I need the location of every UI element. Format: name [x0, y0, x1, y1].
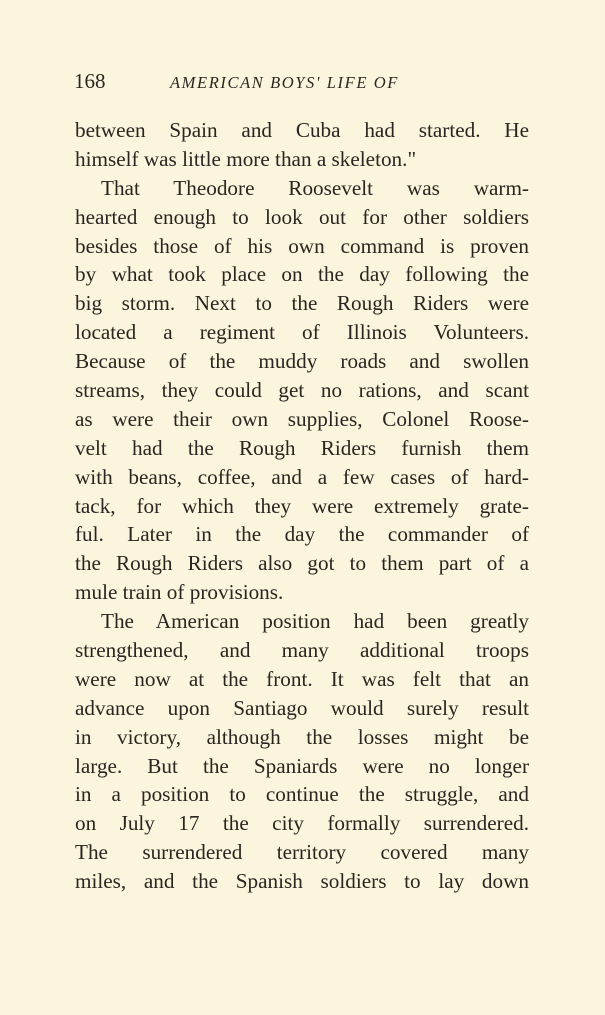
text-line: besides those of his own command is proven — [75, 233, 529, 258]
text-line: streams, they could get no rations, and scant — [75, 378, 529, 403]
text-line: The surrendered territory covered many — [75, 840, 529, 865]
text-line: by what took place on the day following the — [75, 262, 529, 287]
text-line: advance upon Santiago would surely result — [75, 695, 529, 720]
text-line: between Spain and Cuba had started. He — [75, 118, 529, 142]
text-line: large. But the Spaniards were no longer — [75, 753, 529, 778]
text-line: in victory, although the losses might be — [75, 724, 529, 749]
text-line: That Theodore Roosevelt was warm- — [101, 175, 529, 200]
text-line: big storm. Next to the Rough Riders were — [75, 291, 529, 316]
text-line: himself was little more than a skeleton." — [75, 146, 417, 171]
page-number: 168 — [74, 69, 106, 93]
text-line: strengthened, and many additional troops — [75, 638, 529, 663]
text-line: miles, and the Spanish soldiers to lay down — [75, 869, 529, 894]
text-line: mule train of provisions. — [75, 580, 284, 605]
text-line: were now at the front. It was felt that an — [75, 666, 529, 691]
text-line: velt had the Rough Riders furnish them — [75, 435, 529, 460]
text-line: as were their own supplies, Colonel Roose- — [75, 406, 529, 431]
text-line: the Rough Riders also got to them part of a — [75, 551, 529, 576]
body-text — [75, 116, 529, 896]
text-line: located a regiment of Illinois Volunteers. — [75, 320, 529, 345]
running-title: AMERICAN BOYS' LIFE OF — [170, 73, 399, 92]
text-line: ful. Later in the day the commander of — [75, 522, 529, 547]
text-line: in a position to continue the struggle, and — [75, 782, 529, 807]
text-line: Because of the muddy roads and swollen — [75, 349, 529, 374]
text-line: tack, for which they were extremely grate- — [75, 493, 529, 518]
text-line: hearted enough to look out for other soldiers — [75, 204, 529, 229]
text-line: with beans, coffee, and a few cases of hard- — [75, 464, 529, 489]
running-head — [74, 69, 534, 101]
text-line: The American position had been greatly — [101, 609, 529, 634]
text-line: on July 17 the city formally surrendered. — [75, 811, 529, 836]
